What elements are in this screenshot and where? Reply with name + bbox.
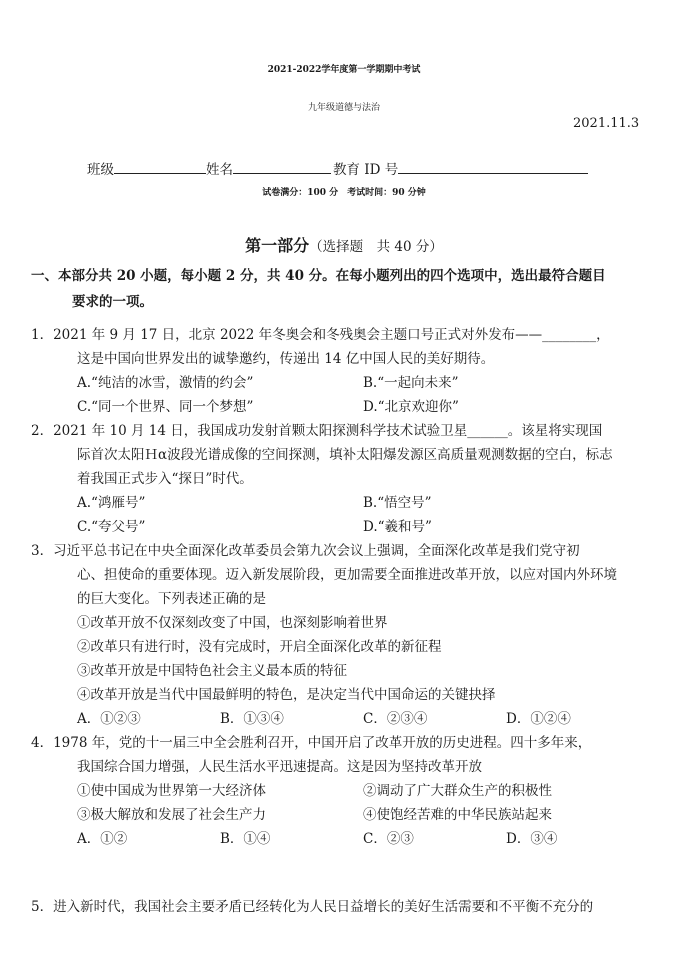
class-label: 班级 <box>87 162 114 178</box>
q1-stem-cont: 这是中国向世界发出的诚挚邀约，传递出 14 亿中国人民的美好期待。 <box>77 351 495 367</box>
q3-option-c[interactable]: C．②③④ <box>363 711 428 727</box>
q3-statement-4: ④改革开放是当代中国最鲜明的特色，是决定当代中国命运的关键抉择 <box>77 687 496 703</box>
q4-stem: 4．1978 年，党的十一届三中全会胜利召开，中国开启了改革开放的历史进程。四十多年来， <box>31 735 592 751</box>
id-label: 教育 ID 号 <box>333 162 399 178</box>
part1-subtitle: （选择题 共 40 分） <box>309 239 443 255</box>
subject-title: 九年级道德与法治 <box>307 103 380 113</box>
q3-option-a[interactable]: A．①②③ <box>77 711 141 727</box>
q2-option-b[interactable]: B.“悟空号” <box>363 495 432 511</box>
q4-stem-cont: 我国综合国力增强，人民生活水平迅速提高。这是因为坚持改革开放 <box>77 759 482 775</box>
name-label: 姓名 <box>206 162 233 178</box>
q3-stem-cont: 的巨大变化。下列表述正确的是 <box>77 591 266 607</box>
part1-heading <box>0 233 688 256</box>
q4-option-c[interactable]: C．②③ <box>363 831 414 847</box>
q2-option-c[interactable]: C.“夸父号” <box>77 519 146 535</box>
q3-stem: 3．习近平总书记在中央全面深化改革委员会第九次会议上强调，全面深化改革是我们党守初 <box>31 543 580 559</box>
name-field[interactable] <box>233 160 331 174</box>
q4-statement-2: ②调动了广大群众生产的积极性 <box>363 783 552 799</box>
q4-option-a[interactable]: A．①② <box>77 831 128 847</box>
q3-option-d[interactable]: D．①②④ <box>506 711 571 727</box>
q5-stem: 5．进入新时代，我国社会主要矛盾已经转化为人民日益增长的美好生活需要和不平衡不充分的 <box>31 899 594 915</box>
q2-stem: 2．2021 年 10 月 14 日，我国成功发射首颗太阳探测科学技术试验卫星______。该星将实现国 <box>31 423 603 439</box>
q2-stem-cont: 际首次太阳Ｈα波段光谱成像的空间探测，填补太阳爆发源区高质量观测数据的空白，标志 <box>77 447 613 463</box>
q4-option-b[interactable]: B．①④ <box>220 831 271 847</box>
id-field[interactable] <box>398 160 588 174</box>
class-field[interactable] <box>114 160 206 174</box>
q3-statement-2: ②改革只有进行时，没有完成时，开启全面深化改革的新征程 <box>77 639 442 655</box>
q1-stem: 1．2021 年 9 月 17 日，北京 2022 年冬奥会和冬残奥会主题口号正式对外发布——________， <box>31 327 610 343</box>
q4-statement-4: ④使饱经苦难的中华民族站起来 <box>363 807 552 823</box>
score-info: 试卷满分：100 分 考试时间：90 分钟 <box>262 188 426 198</box>
q3-statement-3: ③改革开放是中国特色社会主义最本质的特征 <box>77 663 347 679</box>
exam-date: 2021.11.3 <box>573 116 640 131</box>
q4-statement-1: ①使中国成为世界第一大经济体 <box>77 783 266 799</box>
q2-option-a[interactable]: A.“鸿雁号” <box>77 495 146 511</box>
q2-stem-cont: 着我国正式步入“探日”时代。 <box>77 471 253 487</box>
q2-option-d[interactable]: D.“羲和号” <box>363 519 432 535</box>
q4-option-d[interactable]: D．③④ <box>506 831 558 847</box>
q3-option-b[interactable]: B．①③④ <box>220 711 284 727</box>
exam-title: 2021-2022学年度第一学期期中考试 <box>267 65 421 75</box>
part1-title: 第一部分 <box>245 236 310 255</box>
q1-option-d[interactable]: D.“北京欢迎你” <box>363 399 459 415</box>
q4-statement-3: ③极大解放和发展了社会生产力 <box>77 807 266 823</box>
part1-instruction: 一、本部分共 20 小题，每小题 2 分，共 40 分。在每小题列出的四个选项中，选出最符合题目 <box>31 268 606 284</box>
q1-option-a[interactable]: A.“纯洁的冰雪，激情的约会” <box>77 375 254 391</box>
student-info-line <box>87 158 588 178</box>
q1-option-b[interactable]: B.“一起向未来” <box>363 375 459 391</box>
q1-option-c[interactable]: C.“同一个世界、同一个梦想” <box>77 399 254 415</box>
q3-statement-1: ①改革开放不仅深刻改变了中国，也深刻影响着世界 <box>77 615 388 631</box>
q3-stem-cont: 心、担使命的重要体现。迈入新发展阶段，更加需要全面推进改革开放，以应对国内外环境 <box>77 567 617 583</box>
part1-instruction-cont: 要求的一项。 <box>72 294 153 310</box>
